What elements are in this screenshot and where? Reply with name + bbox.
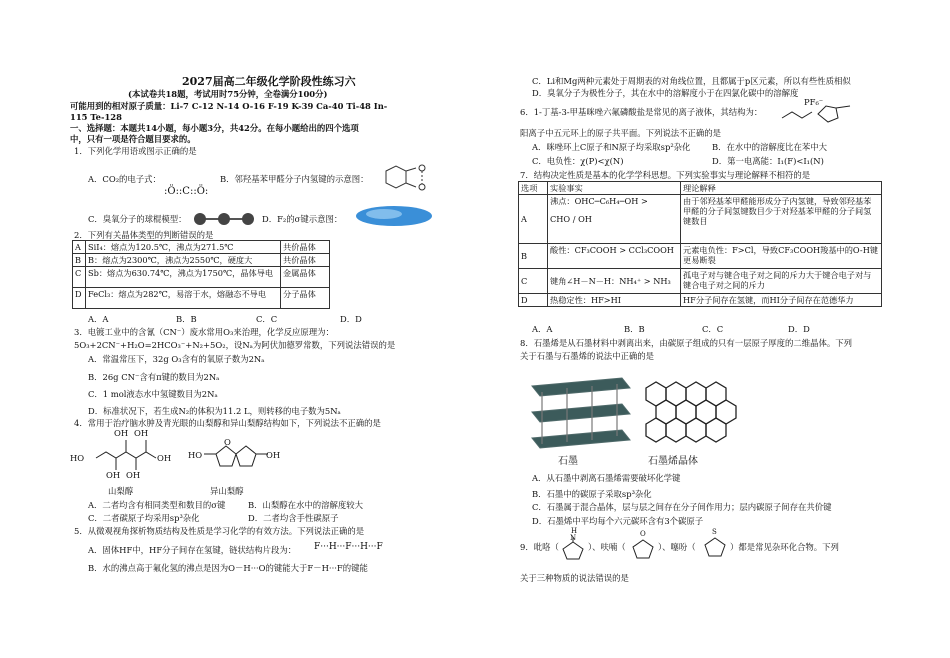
q6-stem: 6．1-丁基-3-甲基咪唑六氟磷酸盐是常见的离子液体，其结构为： [520, 107, 763, 117]
q5-stem: 5．从微观视角探析物质结构及性质是学习化学的有效方法。下列说法正确的是 [74, 526, 365, 536]
q6-option-d: D．第一电离能：I₁(F)<I₁(N) [712, 156, 824, 166]
q9-stem-b: ）、呋喃（ [588, 542, 626, 552]
q3-option-c: C．1 mol液态水中氢键数目为2Nₐ [88, 389, 218, 399]
table-row: C 键角∠H－N－H：NH₄⁺ > NH₃ 孤电子对与键合电子对之间的斥力大于键合电子对与键合电子对之间的斥力 [519, 269, 882, 294]
q2-table [72, 240, 330, 309]
q4-option-a: A．二者均含有相同类型和数目的σ键 [88, 500, 226, 510]
hf-chain: F···H···F···H···F [314, 542, 383, 552]
ring-oxygen-label: O [224, 437, 231, 447]
q7-option-b: B．B [624, 324, 645, 334]
pyrrole-h-label: H [571, 527, 578, 535]
q6-option-a: A．咪唑环上C原子和N原子均采取sp²杂化 [532, 142, 691, 152]
q8-stem: 8．石墨烯是从石墨材料中剥离出来，由碳原子组成的只有一层原子厚度的二维晶体。下列 [520, 338, 852, 348]
thiophene-s-label: S [712, 528, 717, 536]
oh-label: OH [114, 428, 129, 438]
q6-line2: 阳离子中五元环上的原子共平面。下列说法不正确的是 [520, 128, 721, 138]
graphite-structure-icon [522, 366, 632, 456]
table-row: D 热稳定性：HF>HI HF分子间存在氢键，而HI分子间存在范德华力 [519, 294, 882, 307]
q9-stem-a: 9．吡咯（ [520, 542, 559, 552]
q3-equation: 5O₃+2CN⁻+H₂O=2HCO₃⁻+N₂+5O₂，设Nₐ为阿伏加德罗常数，下列说法错误的是 [74, 340, 396, 350]
q9-stem-d: ）都是常见杂环化合物。下列 [730, 542, 839, 552]
table-row: C Sb：熔点为630.74℃，沸点为1750℃，晶体导电 金属晶体 [73, 267, 330, 288]
q3-option-a: A．常温常压下，32g O₃含有的氧原子数为2Nₐ [88, 354, 265, 364]
table-row: B B：熔点为2300℃，沸点为2550℃，硬度大 共价晶体 [73, 254, 330, 267]
oh-label: OH [266, 450, 281, 460]
table-row: D FeCl₃：熔点为282℃，易溶于水，熔融态不导电 分子晶体 [73, 288, 330, 309]
q1-option-a: A．CO₂的电子式： [88, 174, 161, 184]
q3-option-b: B．26g CN⁻含有π键的数目为2Nₐ [88, 372, 220, 382]
q8-stem-2: 关于石墨与石墨烯的说法中正确的是 [520, 351, 654, 361]
oh-label: OH [134, 428, 149, 438]
q8-option-d: D．石墨烯中平均每个六元碳环含有3个碳原子 [532, 516, 704, 526]
q4-stem: 4．常用于治疗脑水肿及青光眼的山梨醇和异山梨醇结构如下，下列说法不正确的是 [74, 418, 381, 428]
q8-option-a: A．从石墨中剥离石墨烯需要破坏化学键 [532, 473, 681, 483]
ho-label: HO [188, 450, 203, 460]
q7-option-a: A．A [532, 324, 553, 334]
q7-stem: 7．结构决定性质是基本的化学学科思想。下列实验事实与理论解释不相符的是 [520, 170, 811, 180]
q2-stem: 2．下列有关晶体类型的判断错误的是 [74, 230, 214, 240]
graphene-structure-icon [636, 368, 746, 454]
hydrogen-bond-structure-icon [378, 163, 436, 193]
table-row: A 沸点：OHC─C₆H₄─OH > CHO / OH 由于邻羟基苯甲醛能形成分子内氢键，导致邻羟基苯甲醛的分子间氢键数目少于对羟基苯甲醛的分子间氢键数目 [519, 195, 882, 244]
oh-label: OH [106, 470, 121, 480]
q5-option-d: D．臭氧分子为极性分子，其在水中的溶解度小于在四氯化碳中的溶解度 [532, 88, 799, 98]
q1-option-b: B．邻羟基苯甲醛分子内氢键的示意图： [220, 174, 369, 184]
graphene-label: 石墨烯晶体 [648, 456, 698, 467]
q1-option-d: D．F₂的σ键示意图： [262, 214, 343, 224]
q4-option-d: D．二者均含手性碳原子 [248, 513, 339, 523]
q8-option-b: B．石墨中的碳原子采取sp³杂化 [532, 489, 652, 499]
q6-option-b: B．在水中的溶解度比在苯中大 [712, 142, 828, 152]
q9-line2: 关于三种物质的说法错误的是 [520, 573, 629, 583]
isosorbide-label: 异山梨醇 [210, 486, 244, 496]
ozone-ball-stick-icon [192, 210, 256, 228]
f2-sigma-bond-icon [354, 205, 434, 227]
q7-option-c: C．C [702, 324, 724, 334]
pf6-label: PF₆⁻ [804, 97, 824, 107]
q1-stem: 1．下列化学用语或图示正确的是 [74, 146, 197, 156]
section-heading: 一、选择题：本题共14小题，每小题3分，共42分。在每小题给出的四个选项 [70, 123, 359, 133]
section-heading-2: 中，只有一项是符合题目要求的。 [70, 134, 196, 144]
furan-o-label: O [640, 530, 646, 538]
q6-option-c: C．电负性：χ(P)<χ(N) [532, 156, 624, 166]
q4-option-b: B．山梨醇在水中的溶解度较大 [248, 500, 364, 510]
q3-option-d: D．标准状况下，若生成N₂的体积为11.2 L，则转移的电子数为5Nₐ [88, 406, 341, 416]
q2-option-b: B．B [176, 314, 197, 324]
oh-label: OH [126, 470, 141, 480]
q3-stem: 3．电镀工业中的含氰（CN⁻）废水常用O₃来治理，化学反应原理为： [74, 327, 334, 337]
ho-label: HO [70, 453, 85, 463]
table-row: A SiI₄：熔点为120.5℃，沸点为271.5℃ 共价晶体 [73, 241, 330, 254]
pyrrole-n-label: N [570, 534, 577, 542]
exam-title: 2027届高二年级化学阶段性练习六 [182, 75, 356, 88]
q7-option-d: D．D [788, 324, 810, 334]
q2-option-c: C．C [256, 314, 278, 324]
table-row: 选项 实验事实 理论解释 [519, 182, 882, 195]
graphite-label: 石墨 [558, 456, 578, 467]
q9-stem-c: ）、噻吩（ [658, 542, 696, 552]
oh-label: OH [157, 453, 172, 463]
q2-option-d: D．D [340, 314, 362, 324]
atomic-masses: 可能用到的相对原子质量：Li-7 C-12 N-14 O-16 F-19 K-39 Ca-40 Ti-48 In- [70, 101, 388, 111]
q7-table [518, 181, 882, 307]
q1-option-c: C．臭氧分子的球棍模型： [88, 214, 187, 224]
exam-subtitle: (本试卷共18题，考试用时75分钟，全卷满分100分) [128, 89, 328, 99]
isosorbide-structure-icon [196, 438, 276, 474]
q5-option-a: A．固体HF中，HF分子间存在氢键，链状结构片段为： [88, 545, 297, 555]
atomic-masses-2: 115 Te-128 [70, 112, 122, 122]
sorbitol-label: 山梨醇 [108, 486, 134, 496]
q2-option-a: A．A [88, 314, 109, 324]
ionic-liquid-structure-icon [778, 98, 888, 126]
q5-option-b: B．水的沸点高于氟化氢的沸点是因为O－H···O的键能大于F－H···F的键能 [88, 563, 368, 573]
q8-option-c: C．石墨属于混合晶体，层与层之间存在分子间作用力；层内碳原子间存在共价键 [532, 502, 832, 512]
q5-option-c: C．Li和Mg两种元素处于周期表的对角线位置，且都属于p区元素，所以有些性质相似 [532, 76, 851, 86]
table-row: B 酸性：CF₃COOH > CCl₃COOH 元素电负性：F>Cl，导致CF₃COOH羧基中的O-H键更易断裂 [519, 244, 882, 269]
q4-option-c: C．二者碳原子均采用sp³杂化 [88, 513, 200, 523]
q1-co2-formula: :Ö::C::Ö: [164, 186, 209, 197]
